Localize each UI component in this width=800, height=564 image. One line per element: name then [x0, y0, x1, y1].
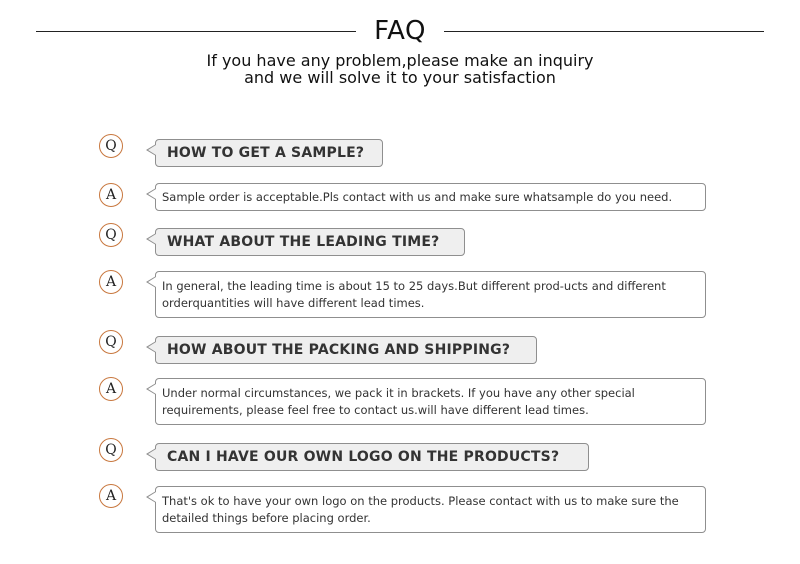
faq-question-3	[155, 336, 537, 364]
answer-text-line-2: orderquantities will have different lead times.	[162, 295, 425, 310]
faq-answer-2	[155, 271, 706, 318]
question-badge-icon: Q	[99, 438, 123, 462]
question-badge-icon: Q	[99, 223, 123, 247]
answer-text-line-1: Sample order is acceptable.Pls contact with us and make sure whatsample do you need.	[162, 189, 673, 204]
question-text: HOW ABOUT THE PACKING AND SHIPPING?	[167, 342, 511, 358]
question-text: HOW TO GET A SAMPLE?	[167, 145, 365, 161]
faq-question-2	[155, 228, 465, 256]
question-badge-icon: Q	[99, 330, 123, 354]
answer-text-line-1: Under normal circumstances, we pack it in brackets. If you have any other special	[162, 385, 635, 400]
answer-text-line-1: That's ok to have your own logo on the products. Please contact with us to make sure the	[162, 493, 679, 508]
faq-question-1	[155, 139, 383, 167]
page-subtitle	[0, 52, 800, 86]
question-badge-icon: Q	[99, 134, 123, 158]
answer-badge-icon: A	[99, 484, 123, 508]
answer-badge-icon: A	[99, 270, 123, 294]
answer-badge-icon: A	[99, 183, 123, 207]
answer-badge-icon: A	[99, 377, 123, 401]
subtitle-line-1: If you have any problem,please make an inquiry	[206, 51, 594, 70]
answer-text-line-2: requirements, please feel free to contact us.will have different lead times.	[162, 402, 589, 417]
question-text: WHAT ABOUT THE LEADING TIME?	[167, 234, 440, 250]
faq-question-4	[155, 443, 589, 471]
subtitle-line-2: and we will solve it to your satisfaction	[244, 68, 556, 87]
faq-answer-1	[155, 183, 706, 211]
faq-answer-3	[155, 378, 706, 425]
page-title: FAQ	[374, 16, 426, 46]
faq-answer-4	[155, 486, 706, 533]
answer-text-line-2: detailed things before placing order.	[162, 510, 371, 525]
question-text: CAN I HAVE OUR OWN LOGO ON THE PRODUCTS?	[167, 449, 560, 465]
answer-text-line-1: In general, the leading time is about 15 to 25 days.But different prod-ucts and different	[162, 278, 666, 293]
